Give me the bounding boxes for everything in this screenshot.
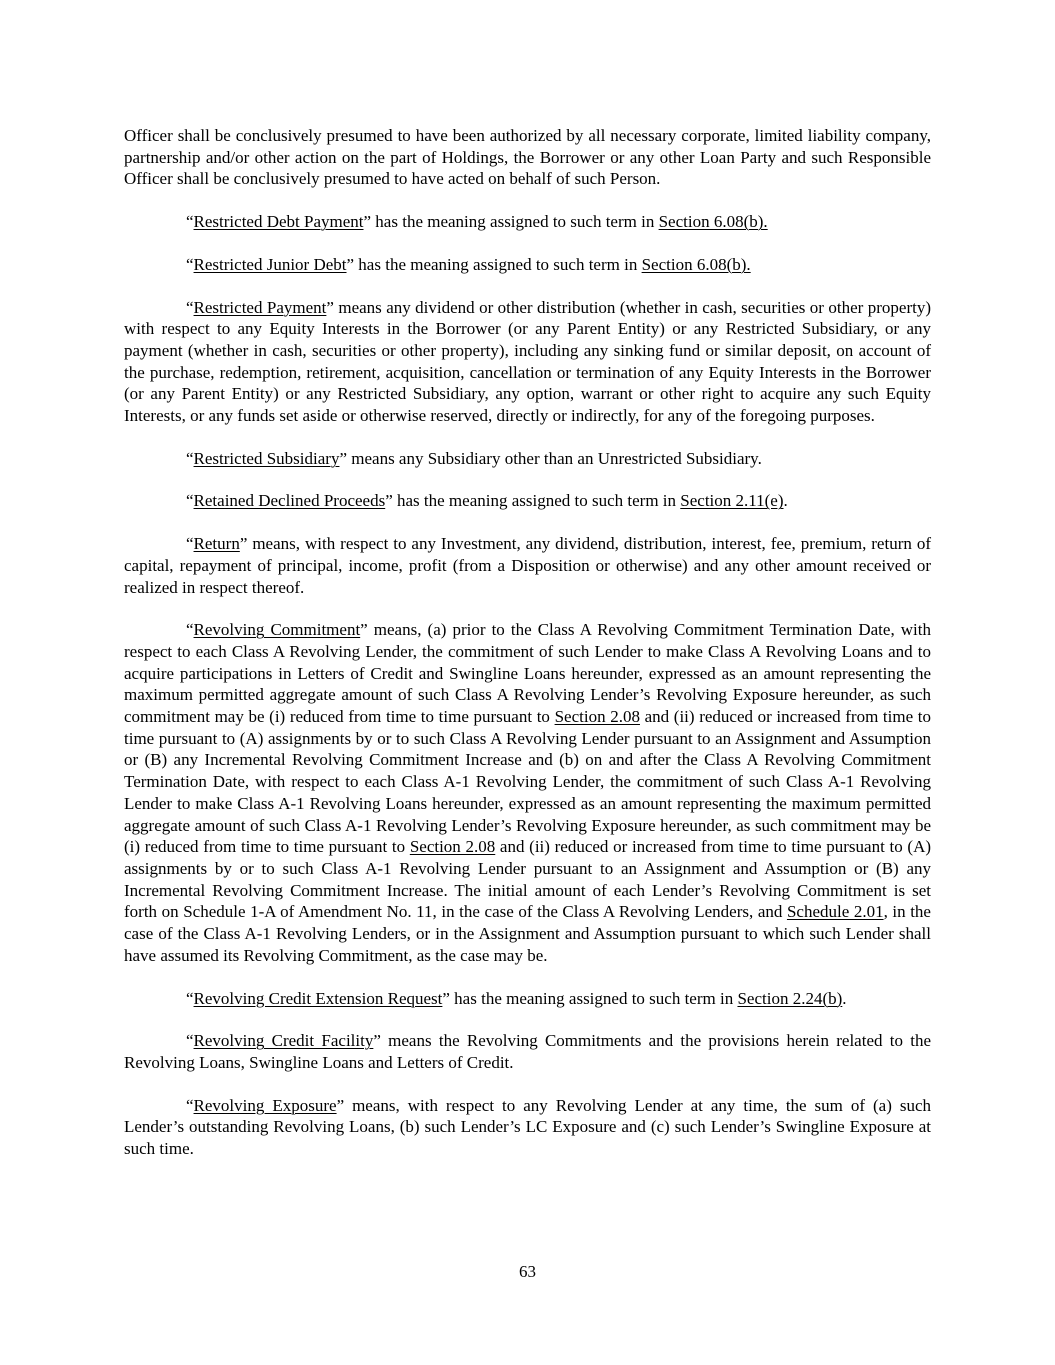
defined-term: Revolving Exposure: [193, 1095, 337, 1115]
definition-retained-declined-proceeds: [124, 490, 931, 512]
definition-text: , in the case of the Class A-1 Revolving Lenders, or in the Assignment and Assumption pursuant to which such Lender shall have assumed its Revolving Commitment, as the case may be.: [124, 902, 931, 965]
definition-tail: .: [842, 988, 847, 1008]
open-quote: “: [186, 1031, 194, 1051]
defined-term: Revolving Credit Extension Request: [193, 988, 443, 1008]
defined-term: Restricted Junior Debt: [193, 254, 347, 274]
definition-text: ” means, with respect to any Investment, any dividend, distribution, interest, fee, premium, return of capital, repayment of principal, income, profit (from a Disposition or otherwise) and any other amount received or realized in respect thereof.: [124, 534, 931, 597]
definition-revolving-credit-facility: [124, 1030, 931, 1073]
open-quote: “: [186, 1095, 194, 1115]
definition-text: ” has the meaning assigned to such term in: [346, 254, 642, 274]
schedule-reference[interactable]: Schedule 2.01: [786, 902, 884, 922]
open-quote: “: [186, 534, 194, 554]
defined-term: Return: [193, 534, 240, 554]
definition-text: ” means any dividend or other distribution (whether in cash, securities or other property) with respect to any Equity Interests in the Borrower (or any Parent Entity) or any Restricted Subsidiary, or any payment (whether in cash, securities or other property), including any sinking fund or similar deposit, on account of the purchase, redemption, retirement, acquisition, cancellation or termination of any Equity Interests in the Borrower (or any Parent Entity) or any Restricted Subsidiary, any option, warrant or other right to acquire any such Equity Interests, or any funds set aside or otherwise reserved, directly or indirectly, for any of the foregoing purposes.: [124, 297, 931, 426]
definition-restricted-subsidiary: [124, 448, 931, 470]
definition-restricted-payment: [124, 297, 931, 427]
open-quote: “: [186, 254, 194, 274]
definition-restricted-junior-debt: [124, 254, 931, 276]
definition-text: ” means any Subsidiary other than an Unrestricted Subsidiary.: [339, 448, 762, 468]
open-quote: “: [186, 491, 194, 511]
section-reference[interactable]: Section 2.08: [554, 707, 640, 727]
definition-revolving-commitment: [124, 619, 931, 966]
open-quote: “: [186, 988, 194, 1008]
defined-term: Restricted Debt Payment: [193, 212, 364, 232]
defined-term: Revolving Credit Facility: [193, 1031, 374, 1051]
definition-text: ” has the meaning assigned to such term in: [385, 491, 681, 511]
open-quote: “: [186, 212, 194, 232]
section-reference[interactable]: Section 6.08(b).: [658, 212, 768, 232]
open-quote: “: [186, 297, 194, 317]
defined-term: Retained Declined Proceeds: [193, 491, 386, 511]
definition-text: ” means, (a) prior to the Class A Revolving Commitment Termination Date, with respect to each Class A Revolving Lender, the commitment of such Lender to make Class A Revolving Loans and to acquire participations in Letters of Credit and Swingline Loans hereunder, expressed as an amount representing the maximum permitted aggregate amount of such Class A Revolving Lender’s Revolving Exposure hereunder, as such commitment may be (i) reduced from time to time pursuant to: [124, 620, 931, 727]
section-reference[interactable]: Section 2.24(b): [737, 988, 843, 1008]
definition-revolving-credit-extension-request: [124, 988, 931, 1010]
defined-term: Restricted Subsidiary: [193, 448, 340, 468]
definition-text: ” has the meaning assigned to such term in: [442, 988, 738, 1008]
defined-term: Revolving Commitment: [193, 620, 361, 640]
definition-text: ” means, with respect to any Revolving Lender at any time, the sum of (a) such Lender’s outstanding Revolving Loans, (b) such Lender’s LC Exposure and (c) such Lender’s Swingline Exposure at such time.: [124, 1095, 931, 1159]
definition-restricted-debt-payment: [124, 211, 931, 233]
definition-revolving-exposure: [124, 1095, 931, 1160]
definition-return: [124, 533, 931, 598]
definition-tail: .: [783, 491, 788, 511]
officer-continuation-paragraph: Officer shall be conclusively presumed to have been authorized by all necessary corporate, limited liability company, partnership and/or other action on the part of Holdings, the Borrower or any other Loan Party and such Responsible Officer shall be conclusively presumed to have acted on behalf of such Person.: [124, 126, 931, 189]
definition-text: ” has the meaning assigned to such term in: [363, 212, 659, 232]
section-reference[interactable]: Section 2.08: [409, 837, 496, 857]
open-quote: “: [186, 448, 194, 468]
section-reference[interactable]: Section 6.08(b).: [641, 254, 751, 274]
document-page: [124, 125, 931, 1181]
definition-text: ” means the Revolving Commitments and the provisions herein related to the Revolving Loans, Swingline Loans and Letters of Credit.: [124, 1031, 932, 1072]
definition-text: and (ii) reduced or increased from time to time pursuant to (A) assignments by or to such Class A Revolving Lender pursuant to an Assignment and Assumption or (B) any Incremental Revolving Commitment Increase and (b) on and after the Class A Revolving Commitment Termination Date, with respect to each Class A-1 Revolving Lender, the commitment of such Class A-1 Revolving Lender to make Class A-1 Revolving Loans hereunder, expressed as an amount representing the maximum permitted aggregate amount of such Class A-1 Revolving Lender’s Revolving Exposure hereunder, as such commitment may be (i) reduced from time to time pursuant to: [124, 707, 932, 857]
definition-text: and (ii) reduced or increased from time to time pursuant to (A) assignments by or to such Class A-1 Revolving Lender pursuant to an Assignment and Assumption or (B) any Incremental Revolving Commitment Increase. The initial amount of each Lender’s Revolving Commitment is set forth on Schedule 1-A of Amendment No. 11, in the case of the Class A Revolving Lenders, and: [124, 837, 932, 922]
page-number: 63: [519, 1262, 536, 1281]
open-quote: “: [186, 620, 194, 640]
section-reference[interactable]: Section 2.11(e): [680, 491, 784, 511]
defined-term: Restricted Payment: [193, 297, 327, 317]
